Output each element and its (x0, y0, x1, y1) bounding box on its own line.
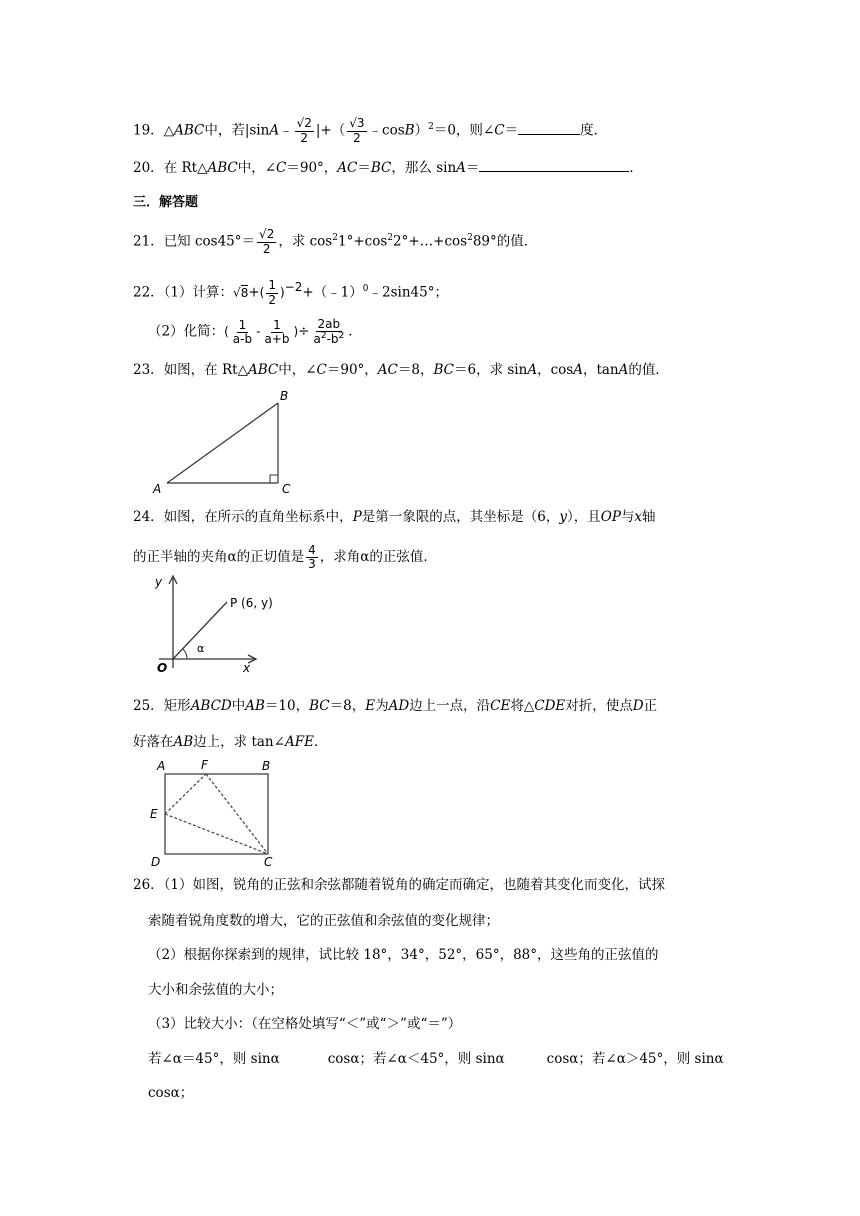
vertex-label-a: A (157, 759, 166, 773)
question-number: 26． (133, 877, 164, 893)
answer-blank[interactable] (479, 171, 629, 172)
question-26-line-7: cosα； (148, 1085, 194, 1101)
question-24-line-2: 的正半轴的夹角α的正切值是 $\frac{4}{3}$ ，求角α的正弦值． (133, 543, 437, 572)
question-25-line-2: 好落在AB边上，求 tan∠AFE． (133, 734, 328, 750)
answer-blank[interactable] (518, 134, 580, 135)
axis-label-x: x (243, 661, 251, 675)
fraction-sqrt3-over-2: $\frac{√3}{2}$ (349, 116, 365, 145)
question-number: 20． (133, 160, 164, 176)
vertex-label-a: A (153, 482, 162, 496)
question-23: 23．如图，在 Rt△ABC中，∠C＝90°，AC＝8，BC＝6，求 sinA，cosA，tanA的值． (133, 362, 669, 378)
question-26-line-4: 大小和余弦值的大小； (148, 982, 283, 998)
question-24: 24．如图，在所示的直角坐标系中，P是第一象限的点，其坐标是（6，y），且OP与x轴 (133, 509, 656, 525)
origin-label-o: O (157, 661, 168, 675)
question-26-line-2: 索随着锐角度数的增大，它的正弦值和余弦值的变化规律； (148, 913, 499, 929)
question-number: 25． (133, 698, 164, 714)
segment-ef (165, 774, 206, 814)
angle-label-alpha: α (197, 642, 205, 655)
sqrt-8: √8 (233, 285, 249, 300)
question-number: 19． (133, 122, 164, 139)
right-angle-mark (270, 475, 278, 483)
vertex-label-e: E (150, 807, 158, 821)
question-26: 26．（1）如图，锐角的正弦和余弦都随着锐角的确定而确定，也随着其变化而变化，试探 (133, 877, 666, 893)
question-number: 22． (133, 284, 164, 301)
question-19: 19．△ABC中，若|sinA﹣ $\frac{√2}{2}$ |+（ $\frac{√3}{2}$ ﹣cosB）$^2$＝0，则∠C＝ 度． (133, 116, 608, 145)
rectangle-abcd (165, 774, 268, 854)
question-26-line-3: （2）根据你探索到的规律，试比较 18°，34°，52°，65°，88°，这些角的正弦值的 (148, 947, 659, 963)
vertex-label-f: F (201, 758, 208, 772)
fraction-4-over-3: $\frac{4}{3}$ (308, 543, 316, 572)
fraction-one-half: $\frac{1}{2}$ (268, 278, 276, 307)
coordinate-figure (145, 572, 290, 680)
question-22: 22．（1）计算：√8+( $\frac{1}{2}$ )$^{-2}$+（﹣1）$^0$﹣2sin45°； (133, 278, 448, 307)
vertex-label-c: C (282, 482, 291, 496)
point-label-p: P (6, y) (230, 596, 273, 610)
question-number: 24． (133, 509, 164, 525)
vertex-label-b: B (280, 389, 289, 403)
question-21: 21．已知 cos45°＝ $\frac{√2}{2}$ ，求 $\cos^21^\circ+\cos^22^\circ+\dots+\cos^289^\circ$的值． (133, 227, 538, 256)
angle-arc (183, 649, 187, 659)
question-20: 20．在 Rt△ABC中，∠C＝90°，AC＝BC，那么 sinA＝ ． (133, 160, 643, 176)
question-22-part-2: （2）化简：( $\frac{1}{a-b}$ - $\frac{1}{a+b}$ )÷ $\frac{2ab}{a^2-b^2}$ . (148, 317, 353, 347)
vertex-label-b: B (262, 759, 271, 773)
axis-label-y: y (155, 575, 163, 589)
fraction-1-over-a-plus-b: $\frac{1}{a+b}$ (264, 317, 290, 346)
fraction-2ab-over-a2-minus-b2: $\frac{2ab}{a^2-b^2}$ (313, 317, 345, 347)
vertex-label-d: D (151, 855, 161, 868)
fraction-1-over-a-minus-b: $\frac{1}{a-b}$ (232, 317, 253, 346)
fraction-sqrt2-over-2: $\frac{√2}{2}$ (259, 227, 275, 256)
question-26-line-6: 若∠α＝45°，则 sinα cosα；若∠α＜45°，则 sinα cosα；若∠α＞45°，则 sinα (148, 1051, 724, 1067)
question-26-line-5: （3）比较大小：（在空格处填写“＜”或“＞”或“＝”） (148, 1016, 462, 1032)
vertex-label-c: C (264, 855, 273, 868)
question-number: 23． (133, 362, 164, 378)
rectangle-figure (145, 756, 280, 868)
triangle-figure (145, 385, 305, 497)
side-ab (167, 403, 278, 483)
fraction-sqrt2-over-2: $\frac{√2}{2}$ (296, 116, 312, 145)
section-heading: 三．解答题 (133, 195, 199, 210)
question-number: 21． (133, 233, 164, 250)
question-25: 25．矩形ABCD中AB＝10，BC＝8，E为AD边上一点，沿CE将△CDE对折，使点D正 (133, 698, 658, 714)
